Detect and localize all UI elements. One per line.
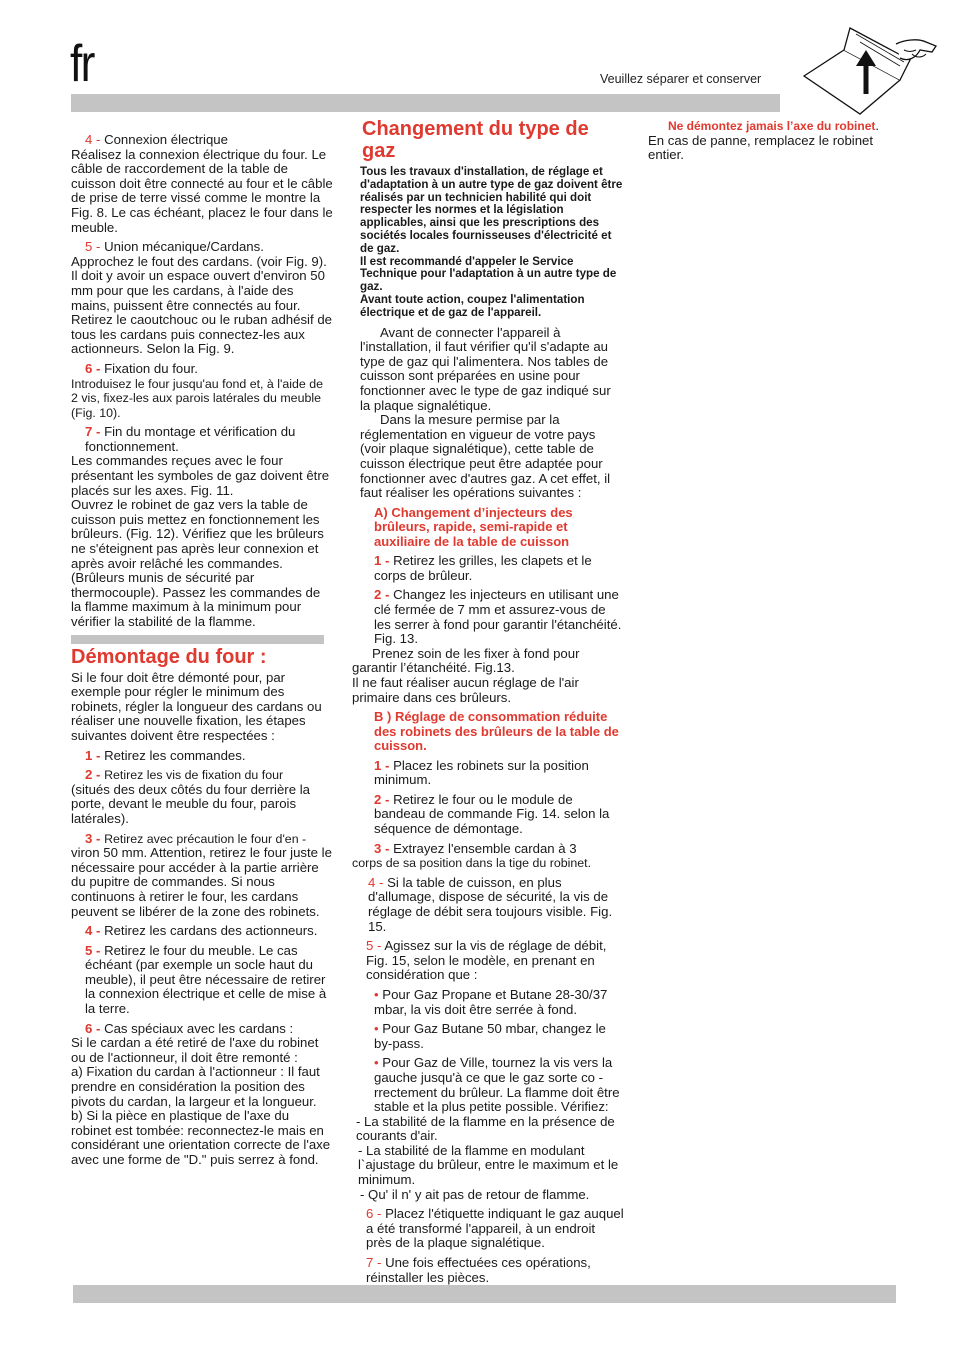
demontage-step-1: 1 - Retirez les commandes. [85,747,246,763]
step-6-text: Introduisez le four jusqu'au fond et, à l'aide de 2 vis, fixez-les aux parois latérales du meuble (Fig. 10). [71,376,324,420]
step-7-text-1: Les commandes reçues avec le four présentant les symboles de gaz doivent être placés sur les axes. Fig. 11. [71,453,330,498]
section-title-gas: Changement du type de gaz [362,118,589,162]
section-a-heading: A) Changement d’injecteurs des brûleurs, rapide, semi-rapide et auxiliaire de la table de cuisson [374,504,573,549]
language-code: fr [70,35,94,93]
demontage-step-5: 5 - Retirez le four du meuble. Le cas échéant (par exemple un socle haut du meuble), il peut être nécessaire de retirer la connexion électrique et celle de mise à la terre. [85,942,327,1017]
step-7-text-3: (Brûleurs munis de sécurité par thermocouple). Passez les commandes de la flamme maximum à la minimum pour vérifier la stabilité de la flamme. [71,570,321,629]
step-7-text-2: Ouvrez le robinet de gaz vers la table de cuisson puis mettez en fonctionnement les brûleurs. (Fig. 12). Vérifiez que les brûleurs ne s'éteignent pas après leur connexion et après avoir relâché les commandes. [71,497,324,571]
b-step-3: 3 - Extrayez l'ensemble cardan à 3 corps de sa position dans la tige du robinet. [352,840,592,871]
demontage-step-6-text: Si le cardan a été retiré de l'axe du robinet ou de l'actionneur, il doit être remonté : [71,1035,319,1065]
demontage-step-6-a: a) Fixation du cardan à l'actionneur : Il faut prendre en considération la position des pivots du cardan, la largeur et la longueur. [71,1064,320,1109]
b-step-6: 6 - Placez l'étiquette indiquant le gaz auquel a été transformé l'appareil, à un endroit près de la plaque signalétique. [366,1206,624,1251]
step-6: 6 - Fixation du four. [85,360,198,376]
step-4-text: Réalisez la connexion électrique du four. Le câble de raccordement de la table de cuisson doit être connecté au four et le câble de prise de terre vissé comme le montre la Fig. 8. Le cas échéant, placez le four dans le meuble. [71,146,333,235]
demontage-step-3-text: viron 50 mm. Attention, retirez le four juste le nécessaire pour accéder à la partie arrière du pupitre de commandes. Si nous continuons à retirer le four, les cardans peuvent se libérer de la zone des robinets. [71,845,332,919]
bullet-propane: • Pour Gaz Propane et Butane 28-30/37 mbar, la vis doit être serrée à fond. [374,986,608,1017]
bullet-butane: • Pour Gaz Butane 50 mbar, changez le by-pass. [374,1021,606,1051]
column-right [648,119,898,163]
demontage-step-4: 4 - Retirez les cardans des actionneurs. [85,923,318,939]
section-b-heading: B ) Réglage de consommation réduite des robinets des brûleurs de la table de cuisson. [374,709,619,754]
demontage-step-2: 2 - Retirez les vis de fixation du four [85,767,284,783]
robinet-text: En cas de panne, remplacez le robinet entier. [648,132,874,163]
demontage-intro: Si le four doit être démonté pour, par exemple pour régler le minimum des robinets, régler la longueur des cardans ou réaliser une nouvelle fixation, les étapes suivantes doivent être respectées : [71,669,322,743]
step-7: 7 - Fin du montage et vérification du fonctionnement. [85,424,296,454]
demontage-step-2-text: (situés des deux côtés du four derrière la porte, devant le meuble du four, parois latérales). [71,781,310,826]
b-step-4: 4 - Si la table de cuisson, en plus d'allumage, dispose de sécurité, la vis de réglage de débit sera toujours visible. Fig. 15. [368,874,613,934]
column-left [71,133,333,1168]
demontage-step-6-b: b) Si la pièce en plastique de l'axe du robinet est tombée: reconnectez-le mais en considérant une orientation correcte de l'axe avec une forme de "D." puis serrez à fond. [71,1108,331,1167]
check-3: - Qu' il n' y ait pas de retour de flamme. [360,1186,590,1202]
section-divider [71,635,324,644]
demontage-step-6: 6 - Cas spéciaux avec les cardans : [85,1020,294,1036]
header-note: Veuillez séparer et conserver [600,72,762,86]
step-5-text: Approchez le fout des cardans. (voir Fig. 9). Il doit y avoir un espace ouvert d'environ 50 mm pour que les cardans, à l'aide des mains, puissent être connectés au four. Retirez le caoutchouc ou le ruban adhésif de tous les cardans puis connectez-les aux actionneurs. Selon la Fig. 9. [71,253,332,357]
section-title-demontage: Démontage du four : [71,645,267,668]
column-middle [352,118,624,1290]
step-5: 5 - Union mécanique/Cardans. [85,239,264,255]
check-2: - La stabilité de la flamme en modulant l`ajustage du brûleur, entre le maximum et le minimum. [358,1142,619,1188]
bullet-gaz-de-ville: • Pour Gaz de Ville, tournez la vis vers la gauche jusqu'à ce que le gaz sorte co - rrectement du brûleur. La flamme doit être stable et la plus petite possible. Vérifiez: [374,1055,620,1115]
b-step-7: 7 - Une fois effectuées ces opérations, réinstaller les pièces. [366,1255,591,1285]
warning-robinet: Ne démontez jamais l’axe du robinet. [668,118,880,133]
a-step-1: 1 - Retirez les grilles, les clapets et le corps de brûleur. [374,553,592,583]
b-step-1: 1 - Placez les robinets sur la position minimum. [374,757,589,788]
header-bar [71,94,780,112]
warning-text: Tous les travaux d'installation, de réglage et d'adaptation à un autre type de gaz doivent être réalisés par un technicien habilité qui doit respecter les normes et la législation applicables, ainsi que les prescriptions des sociétés locales fournisseuses d'électricité et de gaz. Il est recommandé d'appeler le Service Technique pour l'adaptation à un autre type de gaz. Avant toute action, coupez l'alimentation électrique et de gaz de l'appareil. [360,165,623,319]
intro-paragraphs: Avant de connecter l'appareil à l'installation, il faut vérifier qu'il s'adapte au type de gaz qui l'alimentera. Nos tables de cuisson sont préparées en usine pour fonctionner avec le type de gaz indiqué sur la plaque signalétique. Dans la mesure permise par la réglementation en vigueur de votre pays (voir plaque signalétique), cette table de cuisson électrique peut être adaptée pour fonctionner avec d'autres gaz. A cet effet, il faut réaliser les opérations suivantes : [360,324,611,501]
b-step-5: 5 - Agissez sur la vis de réglage de débit, Fig. 15, selon le modèle, en prenant en considération que : [366,938,607,983]
step-4: 4 - Connexion électrique [85,132,228,147]
demontage-step-3: 3 - Retirez avec précaution le four d'en - [85,830,307,846]
footer-bar [73,1285,896,1303]
hand-pointing-arrow-folded-sheet-icon [800,24,940,120]
b-step-2: 2 - Retirez le four ou le module de bandeau de commande Fig. 14. selon la séquence de démontage. [374,791,610,836]
check-1: - La stabilité de la flamme en la présence de courants d'air. [356,1113,615,1144]
a-step-2: 2 - Changez les injecteurs en utilisant une clé fermée de 7 mm et assurez-vous de les serrer à fond pour garantir l'étanchéité. Fig. 13. Prenez soin de les fixer à fond pour garantir l’étanchéité. Fig.13. Il ne faut réaliser aucun réglage de l'air primaire dans ces brûleurs. [352,587,622,705]
